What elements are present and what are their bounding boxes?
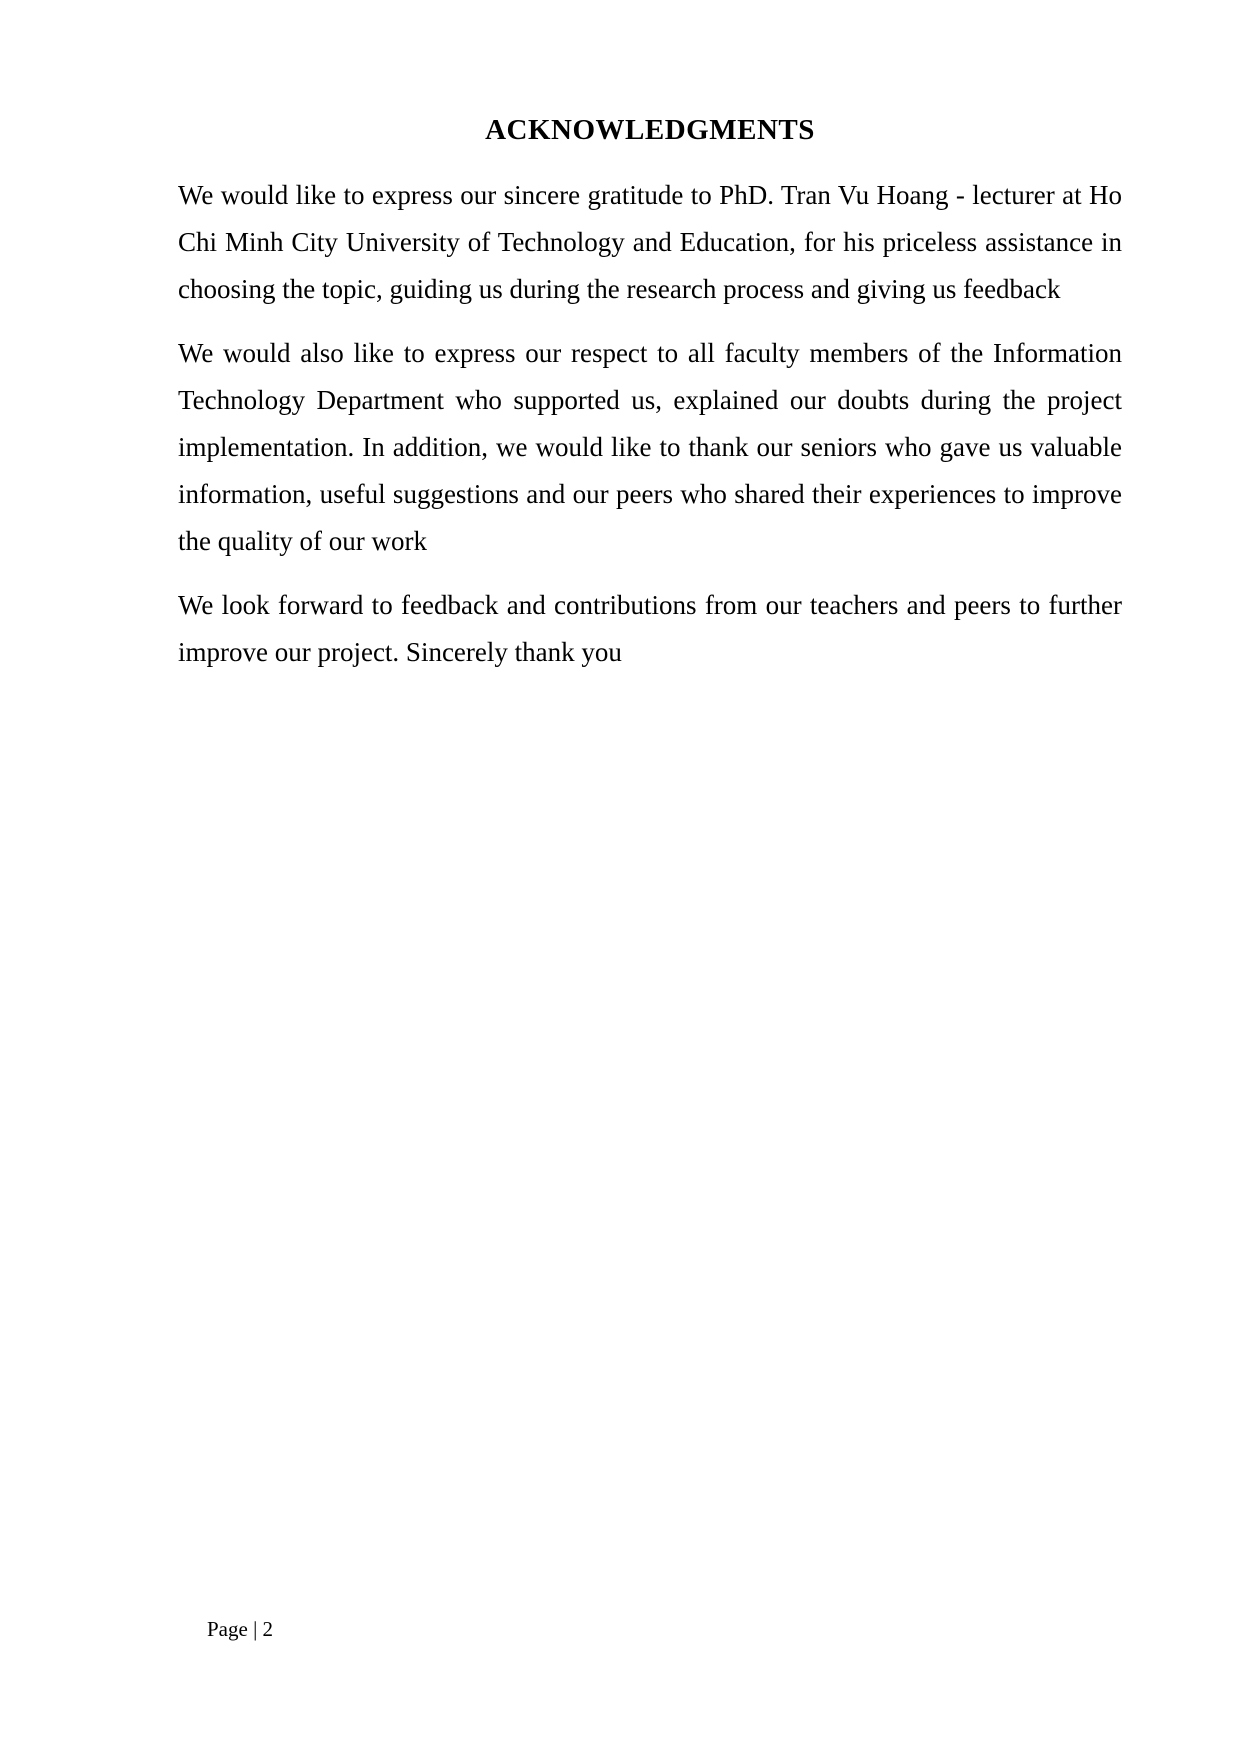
paragraph-acknowledgment-1: We would like to express our sincere gratitude to PhD. Tran Vu Hoang - lecturer at Ho Chi Minh City University of Technology and Education, for his priceless assistance in choosing the topic, guiding us during the research process and giving us feedback: [178, 179, 1122, 304]
document-content: [0, 0, 1240, 676]
page-title: ACKNOWLEDGMENTS: [485, 114, 815, 146]
paragraph-acknowledgment-2: We would also like to express our respect to all faculty members of the Information Technology Department who supported us, explained our doubts during the project implementation. In addition, we would like to thank our seniors who gave us valuable information, useful suggestions and our peers who shared their experiences to improve the quality of our work: [178, 337, 1122, 556]
paragraph-acknowledgment-3: We look forward to feedback and contributions from our teachers and peers to further improve our project. Sincerely thank you: [178, 589, 1122, 667]
page-number-footer: Page | 2: [207, 1617, 274, 1641]
